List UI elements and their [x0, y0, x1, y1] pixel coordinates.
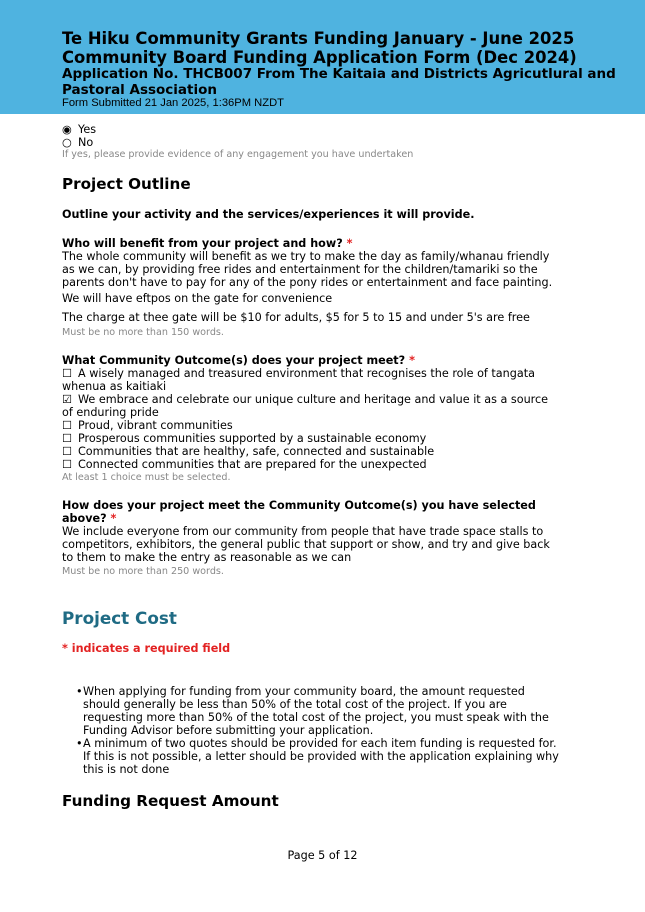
checkbox-unchecked-icon: ☐ — [62, 458, 73, 471]
form-title: Te Hiku Community Grants Funding January - June 2025 Community Board Funding Application Form (Dec 2024) — [62, 29, 577, 67]
outcome-option[interactable]: ☑ We embrace and celebrate our unique culture and heritage and value it as a source of enduring pride — [62, 393, 549, 419]
radio-selected-icon: ◉ — [62, 123, 72, 136]
page-number: Page 5 of 12 — [287, 849, 358, 862]
section-heading-funding-request: Funding Request Amount — [62, 792, 279, 810]
list-item: • A minimum of two quotes should be provided for each item funding is requested for. If this is not possible, a letter should be provided with the application explaining why this is not done — [76, 737, 559, 776]
checkbox-unchecked-icon: ☐ — [62, 419, 73, 432]
benefit-question: Who will benefit from your project and how? * — [62, 237, 353, 250]
list-item: • When applying for funding from your community board, the amount requested should generally be less than 50% of the total cost of the project. If you are requesting more than 50% of the total cost of the project, you must speak with the Funding Advisor before submitting your application. — [76, 685, 549, 737]
bullet-icon: • — [76, 737, 83, 750]
checkbox-checked-icon: ☑ — [62, 393, 73, 406]
form-header — [0, 0, 645, 114]
meet-hint: Must be no more than 250 words. — [62, 566, 224, 577]
benefit-answer-eftpos: We will have eftpos on the gate for convenience — [62, 292, 333, 305]
outcome-option[interactable]: ☐ Prosperous communities supported by a sustainable economy — [62, 432, 427, 445]
benefit-hint: Must be no more than 150 words. — [62, 327, 224, 338]
outcomes-question: What Community Outcome(s) does your project meet? * — [62, 354, 415, 367]
outline-intro: Outline your activity and the services/experiences it will provide. — [62, 208, 475, 221]
checkbox-unchecked-icon: ☐ — [62, 367, 73, 380]
submitted-timestamp: Form Submitted 21 Jan 2025, 1:36PM NZDT — [62, 97, 284, 109]
benefit-answer-charges: The charge at thee gate will be $10 for adults, $5 for 5 to 15 and under 5's are free — [62, 311, 530, 324]
funding-guidance-list — [76, 685, 562, 776]
radio-unselected-icon: ○ — [62, 136, 72, 149]
section-heading-project-outline: Project Outline — [62, 175, 191, 193]
radio-option-no[interactable] — [62, 136, 93, 149]
radio-label: No — [78, 136, 94, 149]
checkbox-unchecked-icon: ☐ — [62, 445, 73, 458]
engagement-hint: If yes, please provide evidence of any engagement you have undertaken — [62, 149, 414, 160]
outcome-option[interactable]: ☐ Proud, vibrant communities — [62, 419, 233, 432]
bullet-icon: • — [76, 685, 83, 698]
benefit-answer: The whole community will benefit as we try to make the day as family/whanau friendly as we can, by providing free rides and entertainment for the children/tamariki so the parents don't have to pay for any of the pony rides or entertainment and face painting. — [62, 250, 553, 289]
required-mark: * — [346, 237, 353, 250]
meet-question: How does your project meet the Community Outcome(s) you have selected above? * — [62, 499, 536, 525]
required-mark: * — [409, 354, 415, 367]
outcome-option[interactable]: ☐ Communities that are healthy, safe, connected and sustainable — [62, 445, 435, 458]
meet-answer: We include everyone from our community from people that have trade space stalls to competitors, exhibitors, the general public that support or show, and try and give back to them to make the entry as reasonable as we can — [62, 525, 550, 564]
radio-label: Yes — [78, 123, 97, 136]
outcome-option[interactable]: ☐ Connected communities that are prepared for the unexpected — [62, 458, 427, 471]
checkbox-unchecked-icon: ☐ — [62, 432, 73, 445]
radio-option-yes[interactable] — [62, 123, 96, 136]
required-field-note: * indicates a required field — [62, 642, 231, 655]
application-title: Application No. THCB007 From The Kaitaia and Districts Agricutlural and Pastoral Association — [62, 66, 616, 98]
section-heading-project-cost: Project Cost — [62, 608, 177, 628]
outcome-option[interactable]: ☐ A wisely managed and treasured environment that recognises the role of tangata whenua as kaitiaki — [62, 367, 535, 393]
outcomes-hint: At least 1 choice must be selected. — [62, 472, 231, 483]
required-mark: * — [110, 512, 117, 525]
